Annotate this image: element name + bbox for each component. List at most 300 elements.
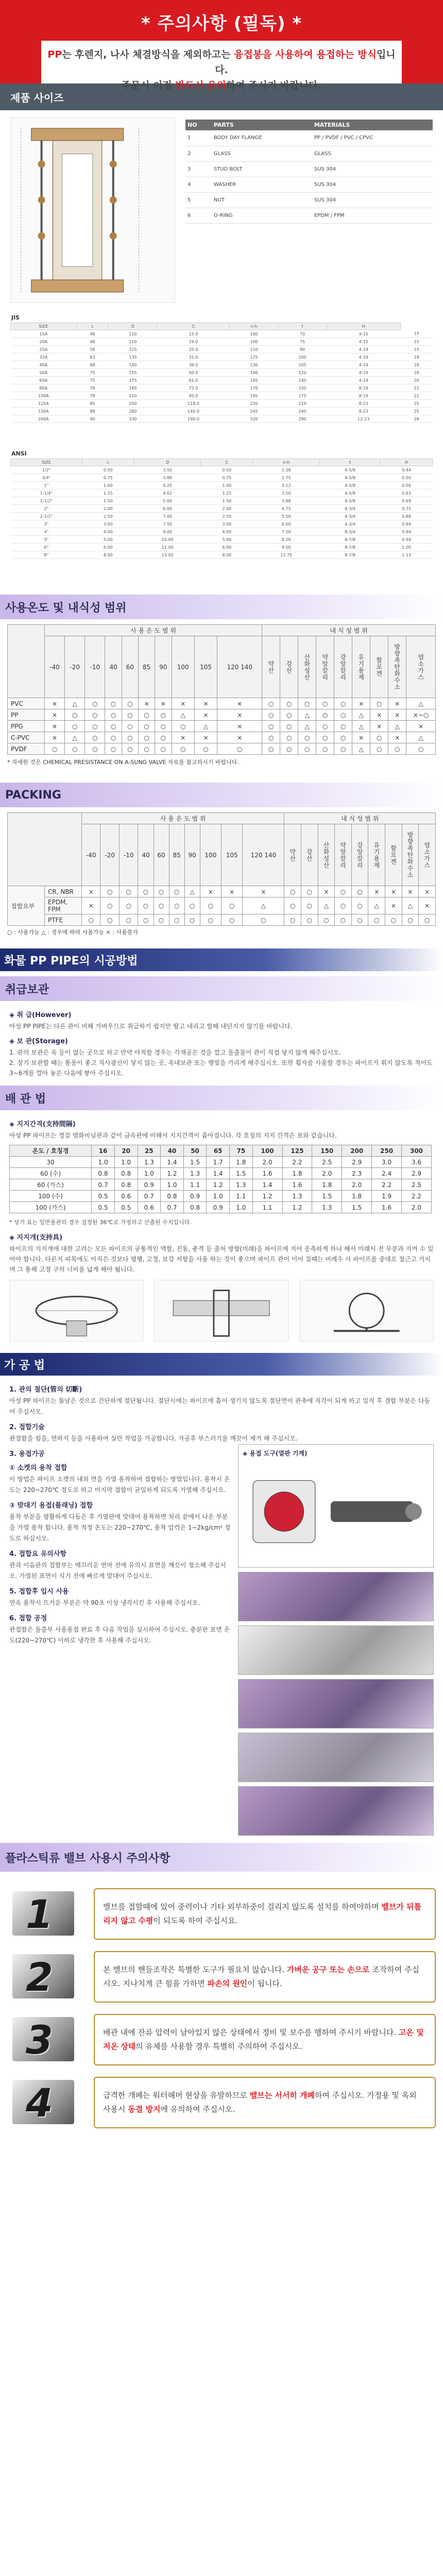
matrix-cell: × <box>45 721 65 732</box>
hanger-header-cell: 온도 / 호칭경 <box>10 1145 92 1157</box>
support-fixture-text: 파이프의 지지개에 대한 고려는 모든 파이프의 공통적인 역할, 진동, 충격 등 출처 방향(미래)을 파이프에 지어 응측하게 하나 해서 미래서 전 무분과 지켜 수 있어야 합니다. 다른지 피복에도 아직은 것보다 평행, 고정, 보강 저항을 사용 하는 것이 좋으며 파이프 관이 이어 질때는 비례수 사 파이프를 중대로 철근고 가지며 그 통해 고정 구의 너비를 넓게 해야 됩니다. <box>9 1245 434 1273</box>
table-cell: 19.0 <box>157 338 230 346</box>
column-header: SIZE <box>11 459 82 466</box>
matrix-cell: × <box>406 721 436 732</box>
part-no: 6 <box>185 208 212 223</box>
chem-col: 약산 <box>284 824 301 886</box>
table-cell: 2.50 <box>82 513 134 520</box>
part-name: O-RING <box>212 208 312 223</box>
table-cell: 210 <box>278 400 327 408</box>
hanger-cell: 1.3 <box>282 1191 312 1202</box>
post-join-text: 연속 용착시 뜨거운 부분은 약 90초 이상 냉각시킨 후 사용해 주십시오. <box>9 1599 200 1606</box>
valve-step <box>0 1886 443 1942</box>
table-row <box>11 384 433 392</box>
table-cell: 3/4" <box>11 474 82 482</box>
matrix-cell: ○ <box>85 709 105 721</box>
hanger-cell: 0.5 <box>92 1191 115 1202</box>
matrix-cell: ○ <box>280 709 298 721</box>
hanger-cell: 0.6 <box>114 1191 138 1202</box>
chem-col: 약산 <box>262 636 280 698</box>
matrix-cell: × <box>45 732 65 743</box>
temp-col: -40 <box>45 636 65 698</box>
matrix-cell: ○ <box>105 709 122 721</box>
hanger-header-cell: 20 <box>114 1145 138 1157</box>
table-cell: 5.50 <box>253 513 320 520</box>
table-cell: 0.94 <box>381 536 433 544</box>
hanger-cell: 1.8 <box>282 1168 312 1179</box>
matrix-cell: △ <box>388 721 406 732</box>
step-badge <box>7 2077 84 2128</box>
step-text-box <box>94 1888 436 1940</box>
packing-legend: ○ : 사용가능 △ : 경우에 따라 사용가능 × : 사용불가 <box>7 929 138 936</box>
ansi-table <box>10 459 433 559</box>
matrix-cell: ○ <box>139 709 155 721</box>
valve-drawing <box>10 117 175 303</box>
storage-title: 취급보관 <box>5 983 49 996</box>
table-cell: 3.88 <box>253 497 320 505</box>
chem-col: 약알칼리 <box>335 824 352 886</box>
temp-col: -10 <box>85 636 105 698</box>
table-row <box>11 369 433 377</box>
valve-precautions-title: 플라스틱류 밸브 사용시 주의사항 <box>5 1852 171 1865</box>
column-header: C <box>201 459 253 466</box>
notice-title: * 주의사항 (필독) * <box>141 13 302 34</box>
table-cell: 65A <box>11 377 77 384</box>
matrix-cell: ○ <box>105 732 122 743</box>
welding-photo-5 <box>238 1786 434 1836</box>
matrix-cell: ○ <box>139 732 155 743</box>
matrix-cell: △ <box>298 709 316 721</box>
hanger-cell: 1.2 <box>161 1168 184 1179</box>
matrix-cell: ○ <box>284 886 301 897</box>
matrix-cell: ○ <box>316 721 334 732</box>
temp-col: 105 <box>222 824 243 886</box>
material-name: PPG <box>8 721 45 732</box>
matrix-cell: ○ <box>217 743 262 755</box>
step-text-part: 밸브를 접할때에 있어 중력이나 기타 외부하중이 걸리지 않도록 설치를 하여야하며 <box>103 1902 382 1911</box>
valve-steps <box>0 1872 443 2130</box>
matrix-cell: × <box>352 732 370 743</box>
matrix-cell: ○ <box>222 897 243 914</box>
hanger-cell: 1.6 <box>282 1179 312 1191</box>
table-row <box>11 408 433 415</box>
matrix-cell: ○ <box>105 743 122 755</box>
table-row <box>11 482 433 489</box>
hanger-header-cell: 200 <box>342 1145 372 1157</box>
table-cell: 125 <box>109 346 157 353</box>
matrix-cell: ○ <box>298 698 316 709</box>
table-cell: 8-7/8 <box>319 536 380 544</box>
matrix-cell: ○ <box>105 698 122 709</box>
table-cell: 2" <box>11 505 82 513</box>
product-size-body <box>0 110 443 595</box>
table-row <box>11 392 433 400</box>
column-header: H <box>381 459 433 466</box>
temp-col: 90 <box>184 824 200 886</box>
hanger-cell: 60 (가스) <box>10 1179 92 1191</box>
column-header: n-h <box>253 459 320 466</box>
parts-row <box>185 146 433 161</box>
matrix-cell: × <box>217 709 262 721</box>
join-process-text: 관접합은 돌출부 사용용접 완료 후 다음 작업을 실시하여 주십시오. 충분한 표면 온도(220~270℃) 이하로 냉각한 후 사용해 주십시오. <box>9 1626 230 1644</box>
material-name: PP <box>8 709 45 721</box>
table-cell: 68 <box>76 361 109 369</box>
material-name: PVC <box>8 698 45 709</box>
table-cell: 1-1/4" <box>11 489 82 497</box>
storage-block <box>0 1001 443 1082</box>
part-name: NUT <box>212 192 312 208</box>
matrix-cell: ○ <box>370 698 388 709</box>
matrix-cell: ○ <box>200 897 221 914</box>
part-name: GLASS <box>212 146 312 161</box>
hanger-cell: 1.8 <box>312 1179 342 1191</box>
table-cell: 175 <box>278 392 327 400</box>
matrix-cell: × <box>388 698 406 709</box>
process-photos <box>238 1444 434 1836</box>
matrix-cell: × <box>419 886 436 897</box>
matrix-cell: ○ <box>370 743 388 755</box>
jis-label: JIS <box>11 314 20 321</box>
table-cell: 10.00 <box>134 536 201 544</box>
hanger-cell: 30 <box>10 1157 92 1168</box>
table-cell: 330 <box>109 415 157 423</box>
jis-table <box>10 323 433 423</box>
step-number: 4 <box>26 2080 53 2126</box>
joining-text: 관접합을 힘을, 연하지 등을 사용하여 실란 작업을 가공합니다. 가공후 부스러기를 깨끗이 제거 해 주십시오. <box>9 1435 298 1442</box>
table-cell: 25A <box>11 346 77 353</box>
matrix-cell: ○ <box>222 914 243 926</box>
hanger-cell: 2.0 <box>342 1179 372 1191</box>
chem-col: 방향족탄화수소 <box>388 636 406 698</box>
matrix-cell: △ <box>172 709 194 721</box>
table-cell: 4-19 <box>327 361 400 369</box>
matrix-cell: △ <box>65 732 85 743</box>
piping-title: 배 관 법 <box>5 1092 46 1106</box>
matrix-row <box>8 732 436 743</box>
hanger-cell: 0.8 <box>114 1179 138 1191</box>
hanger-cell: 1.5 <box>183 1157 207 1168</box>
temp-col: 100 <box>200 824 221 886</box>
table-cell: 9.50 <box>253 544 320 551</box>
table-cell: 15 <box>400 330 433 338</box>
table-cell: 4-3/4 <box>319 513 380 520</box>
matrix-cell: △ <box>352 743 370 755</box>
table-cell: 4.00 <box>82 528 134 536</box>
matrix-cell: × <box>402 886 419 897</box>
storage-heading: ◈ 보 관(Storage) <box>9 1038 68 1045</box>
table-cell: 15 <box>400 346 433 353</box>
matrix-cell: ○ <box>65 743 85 755</box>
hanger-header-cell: 65 <box>207 1145 230 1157</box>
table-cell: 0.50 <box>381 474 433 482</box>
hanger-header-cell: 25 <box>138 1145 161 1157</box>
chem-col: 강알칼리 <box>351 824 368 886</box>
hanger-cell: 0.7 <box>161 1202 184 1213</box>
process-text-column <box>9 1444 231 1836</box>
table-cell: 5.00 <box>134 497 201 505</box>
packing-title: PACKING <box>5 788 61 802</box>
section-chemical <box>0 595 443 619</box>
packing-row <box>8 886 436 897</box>
part-no: 4 <box>185 177 212 192</box>
column-header: C <box>157 323 230 330</box>
welding-tool-label: ◈ 용접 도구(열판 기계) <box>243 1450 308 1457</box>
table-cell: 0.75 <box>201 474 253 482</box>
hanger-cell: 1.4 <box>252 1179 282 1191</box>
matrix-cell: ○ <box>351 914 368 926</box>
hanger-cell: 1.3 <box>138 1157 161 1168</box>
table-cell: 4-19 <box>327 353 400 361</box>
matrix-cell: ○ <box>334 732 352 743</box>
hanger-cell: 1.0 <box>138 1168 161 1179</box>
chem-col: 약알칼리 <box>316 636 334 698</box>
matrix-cell: × <box>217 698 262 709</box>
matrix-cell: × <box>155 698 172 709</box>
matrix-cell: △ <box>318 897 335 914</box>
table-cell: 25 <box>400 408 433 415</box>
matrix-cell: × <box>172 698 194 709</box>
temp-col: 60 <box>154 824 169 886</box>
matrix-cell: ○ <box>155 743 172 755</box>
table-cell: 155 <box>109 369 157 377</box>
hanger-cell: 1.5 <box>342 1202 372 1213</box>
table-cell: 4-19 <box>327 346 400 353</box>
table-cell: 6.00 <box>253 520 320 528</box>
column-header: D <box>134 459 201 466</box>
table-cell: 1.00 <box>381 544 433 551</box>
matrix-cell: △ <box>406 698 436 709</box>
chemical-title: 사용온도 및 내식성 범위 <box>5 601 127 615</box>
table-cell: 1.25 <box>82 489 134 497</box>
chem-col: 할로겐 <box>370 636 388 698</box>
hanger-cell: 1.0 <box>114 1157 138 1168</box>
table-cell: 40A <box>11 361 77 369</box>
table-cell: 0.63 <box>381 489 433 497</box>
table-cell: 8.00 <box>82 551 134 559</box>
socket-weld-heading: ① 소켓의 용착 접합 <box>9 1464 67 1472</box>
table-cell: 110 <box>109 330 157 338</box>
packing-group-label: 접합요부 <box>8 886 45 926</box>
table-cell: 165 <box>230 377 278 384</box>
part-material: GLASS <box>312 146 433 161</box>
hanger-header-cell: 40 <box>161 1145 184 1157</box>
hanger-cell: 3.6 <box>402 1157 432 1168</box>
table-cell: 4.00 <box>201 528 253 536</box>
handling-heading: ◈ 취 급(However) <box>9 1011 72 1019</box>
matrix-cell: ○ <box>280 732 298 743</box>
joining-heading: 2. 접합기술 <box>9 1423 45 1431</box>
table-cell: 4-15 <box>327 338 400 346</box>
table-row <box>11 346 433 353</box>
matrix-cell: × <box>82 897 100 914</box>
table-cell: 1.00 <box>201 482 253 489</box>
matrix-cell: × <box>318 886 335 897</box>
packing-matrix-wrap <box>0 807 443 941</box>
table-cell: 0.75 <box>82 474 134 482</box>
hanger-cell: 1.6 <box>252 1168 282 1179</box>
hanger-row <box>10 1168 432 1179</box>
table-cell: 4-5/8 <box>319 466 380 474</box>
matrix-row <box>8 709 436 721</box>
part-material: EPDM / FPM <box>312 208 433 223</box>
step-badge <box>7 2014 84 2065</box>
matrix-cell: ○ <box>262 709 280 721</box>
table-cell: 25 <box>400 400 433 408</box>
table-cell: 15A <box>11 330 77 338</box>
matrix-cell: ○ <box>284 897 301 914</box>
table-cell: 6.00 <box>82 544 134 551</box>
table-cell: 88 <box>76 408 109 415</box>
hanger-cell: 1.4 <box>207 1168 230 1179</box>
cutting-heading: 1. 관의 절단(管의 切斷) <box>9 1386 82 1394</box>
table-cell: 8.50 <box>253 536 320 544</box>
matrix-cell: ×~○ <box>406 709 436 721</box>
matrix-cell: × <box>45 709 65 721</box>
matrix-cell: × <box>194 698 217 709</box>
table-row <box>11 520 433 528</box>
matrix-cell: ○ <box>335 897 352 914</box>
product-size-title: 제품 사이즈 <box>10 91 64 104</box>
matrix-cell: ○ <box>280 698 298 709</box>
column-header: D <box>109 323 157 330</box>
parts-table: NO PARTS MATERIALS 1 BODY DAY FLANGE PP / PVDF / PVC / CPVC 2 GLASS GLASS 3 STUD BOLT SUS 304 4 WASHER SUS 304 5 NUT SUS 304 6 O-RING EPDM / FPM <box>185 120 433 224</box>
hanger-cell: 1.0 <box>207 1191 230 1202</box>
support-fixture-heading: ◈ 지지개(支持具) <box>9 1234 63 1242</box>
table-cell: 120 <box>278 369 327 377</box>
hanger-cell: 1.3 <box>230 1179 253 1191</box>
column-header: H <box>327 323 400 330</box>
table-cell: 13.50 <box>134 551 201 559</box>
hanger-cell: 2.2 <box>402 1191 432 1202</box>
butt-weld-heading: ② 맞대기 용접(플래닝) 접합 <box>9 1502 93 1510</box>
chemical-note: * 자세한 것은 CHEMICAL PRESISTANCE ON A-SUNG VALVE 자료를 참고하시기 바랍니다. <box>7 759 239 766</box>
hanger-cell: 1.8 <box>342 1191 372 1202</box>
chem-range-header: 내 식 성 범 위 <box>262 625 436 636</box>
part-name: BODY DAY FLANGE <box>212 130 312 146</box>
hanger-cell: 1.2 <box>252 1191 282 1202</box>
hanger-header-cell: 75 <box>230 1145 253 1157</box>
valve-step <box>0 1949 443 2005</box>
post-join-heading: 5. 접합후 입시 사용 <box>9 1588 69 1596</box>
hanger-cell: 0.5 <box>92 1202 115 1213</box>
hanger-cell: 2.5 <box>402 1179 432 1191</box>
part-no: 1 <box>185 130 212 146</box>
packing-row <box>8 914 436 926</box>
hanger-cell: 1.1 <box>183 1179 207 1191</box>
table-cell: 70 <box>278 330 327 338</box>
matrix-cell: ○ <box>262 721 280 732</box>
step-text-part: 이 되도록 하여 주십시요. <box>153 1916 238 1925</box>
hanger-header-cell: 250 <box>372 1145 402 1157</box>
hanger-header-cell: 16 <box>92 1145 115 1157</box>
table-cell: 15 <box>400 338 433 346</box>
table-cell: 63 <box>76 353 109 361</box>
matrix-row <box>8 698 436 709</box>
matrix-cell: ○ <box>169 914 184 926</box>
matrix-cell: × <box>194 732 217 743</box>
table-row <box>11 361 433 369</box>
step-text-box <box>94 2014 436 2065</box>
table-cell: 4-5/8 <box>319 482 380 489</box>
material-name: PVDF <box>8 743 45 755</box>
matrix-cell: × <box>200 886 221 897</box>
matrix-cell: ○ <box>280 743 298 755</box>
matrix-cell: ○ <box>351 886 368 897</box>
table-cell: 210 <box>109 392 157 400</box>
table-cell: 9.00 <box>134 528 201 536</box>
parts-row <box>185 192 433 208</box>
table-cell: 4-3/4 <box>319 505 380 513</box>
matrix-cell: ○ <box>122 698 138 709</box>
step-text-box <box>94 2077 436 2128</box>
matrix-cell: ○ <box>154 914 169 926</box>
matrix-cell: △ <box>65 698 85 709</box>
support-figure-3 <box>299 1280 434 1342</box>
table-cell: 80A <box>11 384 77 392</box>
hanger-cell: 1.5 <box>312 1191 342 1202</box>
welding-tool-box <box>238 1444 434 1568</box>
hanger-cell: 1.2 <box>207 1179 230 1191</box>
table-cell: 28 <box>400 415 433 423</box>
matrix-cell: ○ <box>284 914 301 926</box>
matrix-cell: ○ <box>262 732 280 743</box>
table-cell: 6.00 <box>201 544 253 551</box>
table-cell: 4.25 <box>134 482 201 489</box>
table-cell: 4-15 <box>327 330 400 338</box>
chem-col: 할로겐 <box>385 824 402 886</box>
table-row <box>11 505 433 513</box>
table-cell: 75 <box>76 377 109 384</box>
table-cell: 90 <box>76 415 109 423</box>
step-text-part: 동결 방지 <box>128 2105 161 2114</box>
ansi-label: ANSI <box>11 450 27 457</box>
matrix-cell: ○ <box>316 743 334 755</box>
packing-material: EPDM, FPM <box>45 897 82 914</box>
matrix-cell: ○ <box>334 743 352 755</box>
table-cell: 4-5/8 <box>319 497 380 505</box>
table-cell: 8-23 <box>327 408 400 415</box>
hanger-row <box>10 1157 432 1168</box>
hanger-cell: 100 (가스) <box>10 1202 92 1213</box>
table-cell: 7.00 <box>134 513 201 520</box>
table-cell: 6.00 <box>134 505 201 513</box>
table-cell: 31.0 <box>157 353 230 361</box>
table-cell: 3.50 <box>253 489 320 497</box>
chemical-matrix-wrap <box>0 619 443 771</box>
table-cell: 1.25 <box>201 489 253 497</box>
table-cell: 20A <box>11 338 77 346</box>
matrix-cell: ○ <box>100 914 119 926</box>
hanger-cell: 2.3 <box>342 1168 372 1179</box>
matrix-cell: × <box>139 698 155 709</box>
temp-col: 120 140 <box>217 636 262 698</box>
table-cell: 4.75 <box>253 505 320 513</box>
table-cell: 73.0 <box>157 384 230 392</box>
matrix-cell: × <box>217 721 262 732</box>
socket-weld-text: 이 방법은 파이프 소켓의 내외 면을 가열 용착하여 접합하는 방법입니다. 용착시 온도는 220~270℃ 정도로 하고 미지막 접합이 균일하게 되도록 가열해 주십시오. <box>9 1476 230 1494</box>
table-cell: 3.12 <box>253 482 320 489</box>
packing-material: CR, NBR <box>45 886 82 897</box>
matrix-cell: ○ <box>262 698 280 709</box>
table-cell: 135 <box>109 353 157 361</box>
step-text-part: 의 유체를 사용할 경우 특별히 주의하여 주십시오. <box>135 2042 302 2051</box>
chem-col: 산화성산 <box>318 824 335 886</box>
table-cell: 2.75 <box>253 474 320 482</box>
matrix-cell: ○ <box>85 743 105 755</box>
table-cell: 3.50 <box>134 466 201 474</box>
matrix-cell: ○ <box>402 914 419 926</box>
table-cell: 140 <box>109 361 157 369</box>
